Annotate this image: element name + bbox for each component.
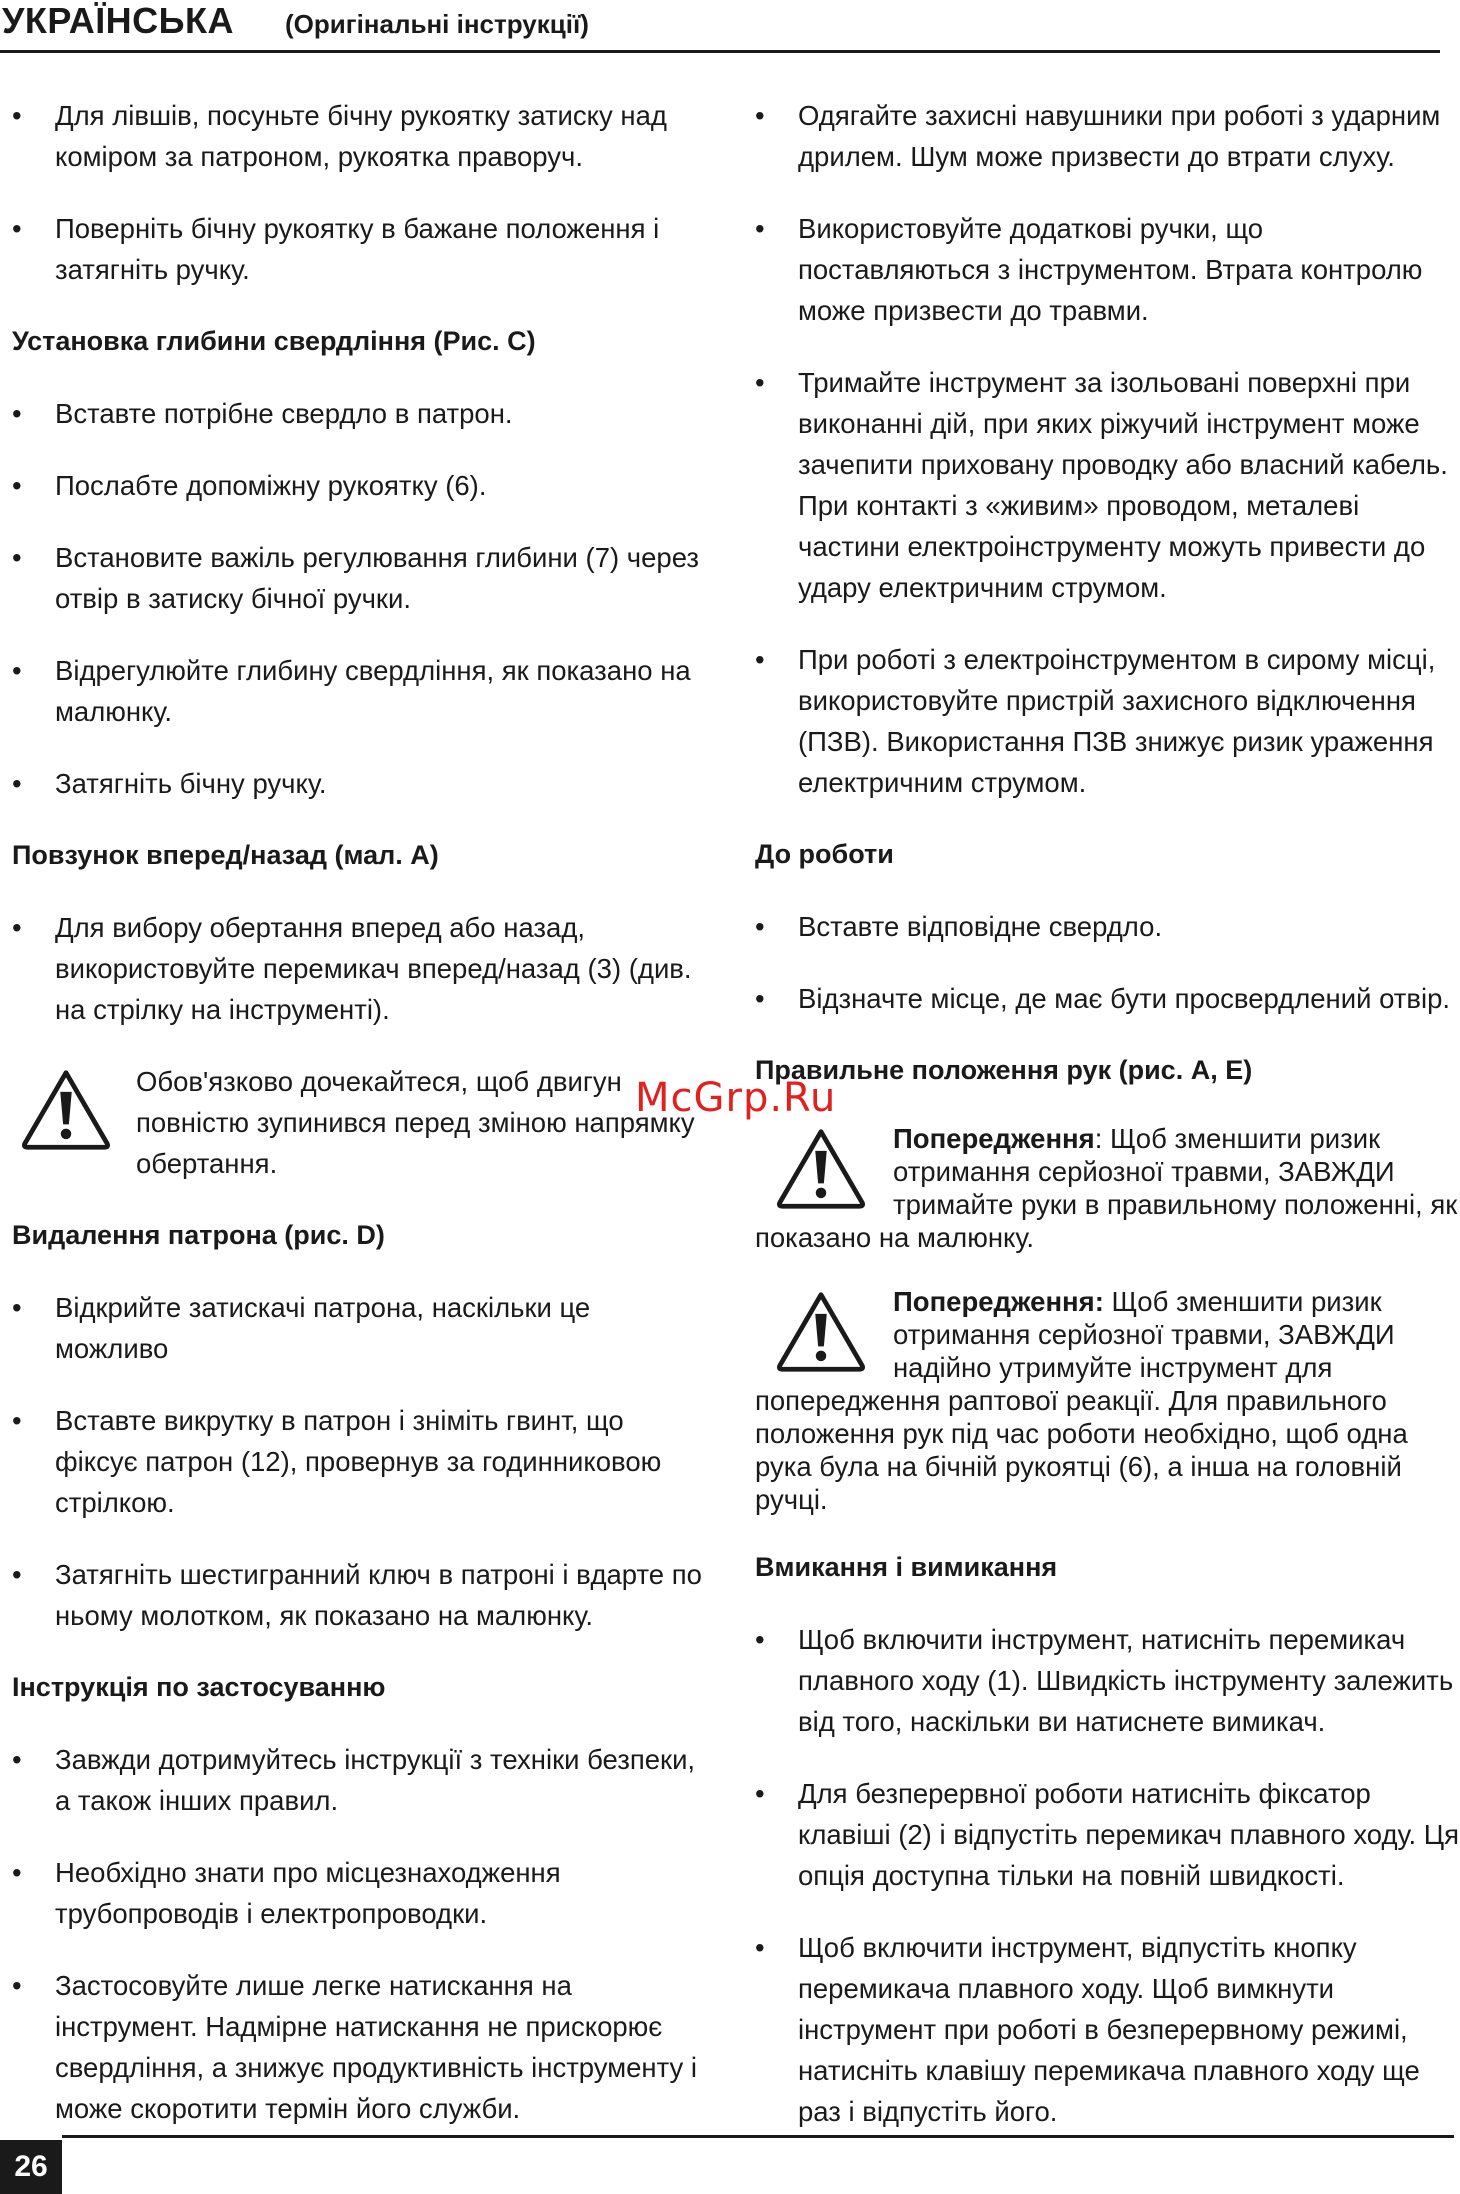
list-item: • Вставте потрібне свердло в патрон.: [12, 398, 513, 429]
language-title: УКРАЇНСЬКА: [2, 0, 234, 41]
list-item: • Відкрийте затискачі патрона, наскільки це можливо: [12, 1292, 591, 1364]
section-heading-hand-position: Правильне положення рук (рис. A, E): [755, 1055, 1253, 1085]
header-subtitle: (Оригінальні інструкції): [285, 9, 589, 39]
list-item: • Послабте допоміжну рукоятку (6).: [12, 470, 487, 501]
warning-triangle-icon: [773, 1289, 869, 1375]
page-number: 26: [0, 2140, 62, 2194]
list-item: • Відзначте місце, де має бути просвердлений отвір.: [755, 983, 1451, 1014]
list-item: • Завжди дотримуйтесь інструкції з техніки безпеки, а також інших правил.: [12, 1744, 696, 1816]
page-header: [0, 0, 1440, 53]
section-heading-depth: Установка глибини свердління (Рис. C): [12, 326, 536, 356]
list-item: • Щоб включити інструмент, натисніть перемикач плавного ходу (1). Швидкість інструменту залежить від того, наскільки ви натиснете вимикач.: [755, 1624, 1454, 1737]
list-item: • Відрегулюйте глибину свердління, як показано на малюнку.: [12, 655, 691, 727]
list-item: • Вставте відповідне свердло.: [755, 911, 1163, 942]
section-heading-usage: Інструкція по застосуванню: [12, 1672, 386, 1702]
warning-label: Попередження:: [893, 1286, 1104, 1317]
section-heading-before-work: До роботи: [755, 839, 894, 869]
left-column: [12, 95, 702, 2160]
list-item: • Затягніть шестигранний ключ в патроні і вдарте по ньому молотком, як показано на малюнку.: [12, 1559, 702, 1631]
list-item: • Одягайте захисні навушники при роботі з ударним дрилем. Шум може призвести до втрати слуху.: [755, 100, 1441, 172]
list-item: • Для вибору обертання вперед або назад, використовуйте перемикач вперед/назад (3) (див. на стрілку на інструменті).: [12, 912, 692, 1025]
watermark: McGrp.Ru: [635, 1075, 837, 1121]
list-item: • Використовуйте додаткові ручки, що поставляються з інструментом. Втрата контролю може призвести до травми.: [755, 213, 1423, 326]
warning-triangle-icon: [18, 1067, 114, 1153]
list-item: • Щоб включити інструмент, відпустіть кнопку перемикача плавного ходу. Щоб вимкнути інструмент при роботі в безперервному режимі, натисніть клавішу перемикача плавного ходу ще раз і відпустіть його.: [755, 1932, 1420, 2127]
list-item: • Вставте викрутку в патрон і зніміть гвинт, що фіксує патрон (12), провернув за годинниковою стрілкою.: [12, 1405, 662, 1518]
warning-label: Попередження: [893, 1123, 1095, 1154]
section-heading-chuck: Видалення патрона (рис. D): [12, 1220, 385, 1250]
right-column: [755, 95, 1460, 2163]
list-item: • Необхідно знати про місцезнаходження трубопроводів і електропроводки.: [12, 1857, 561, 1929]
list-item: • Встановите важіль регулювання глибини (7) через отвір в затиску бічної ручки.: [12, 542, 699, 614]
warning-text: Щоб зменшити ризик отримання серйозної травми, ЗАВЖДИ надійно утримуйте інструмент для попередження раптової реакції. Для правильного положення рук під час роботи необхідно, щоб одна рука була на бічній рукоятці (6), а інша на головній ручці.: [755, 1286, 1408, 1515]
warning-note: [755, 1122, 1460, 1254]
list-item: • Для лівшів, посуньте бічну рукоятку затиску над коміром за патроном, рукоятка праворуч.: [12, 100, 667, 172]
list-item: • Тримайте інструмент за ізольовані поверхні при виконанні дій, при яких ріжучий інструмент може зачепити приховану проводку або власний кабель. При контакті з «живим» проводом, металеві частини електроінструменту можуть привести до удару електричним струмом.: [755, 367, 1448, 603]
warning-text: Обов'язково дочекайтеся, щоб двигун повністю зупинився перед зміною напрямку обертання.: [136, 1066, 695, 1179]
list-item: • Застосовуйте лише легке натискання на інструмент. Надмірне натискання не прискорює свердління, а знижує продуктивність інструменту і може скоротити термін його служби.: [12, 1970, 698, 2124]
section-heading-slider: Повзунок вперед/назад (мал. A): [12, 840, 439, 870]
footer-divider: [62, 2135, 1454, 2138]
warning-text: : Щоб зменшити ризик отримання серйозної травми, ЗАВЖДИ тримайте руки в правильному положенні, як показано на малюнку.: [755, 1123, 1458, 1253]
list-item: • Затягніть бічну ручку.: [12, 768, 327, 799]
warning-note: [755, 1285, 1460, 1516]
list-item: • Поверніть бічну рукоятку в бажане положення і затягніть ручку.: [12, 213, 660, 285]
warning-note: [12, 1061, 702, 1184]
warning-triangle-icon: [773, 1126, 869, 1212]
list-item: • Для безперервної роботи натисніть фіксатор клавіші (2) і відпустіть перемикач плавного ходу. Ця опція доступна тільки на повній швидкості.: [755, 1778, 1460, 1891]
section-heading-switch: Вмикання і вимикання: [755, 1552, 1058, 1582]
list-item: • При роботі з електроінструментом в сирому місці, використовуйте пристрій захисного відключення (ПЗВ). Використання ПЗВ знижує ризик ураження електричним струмом.: [755, 644, 1436, 798]
